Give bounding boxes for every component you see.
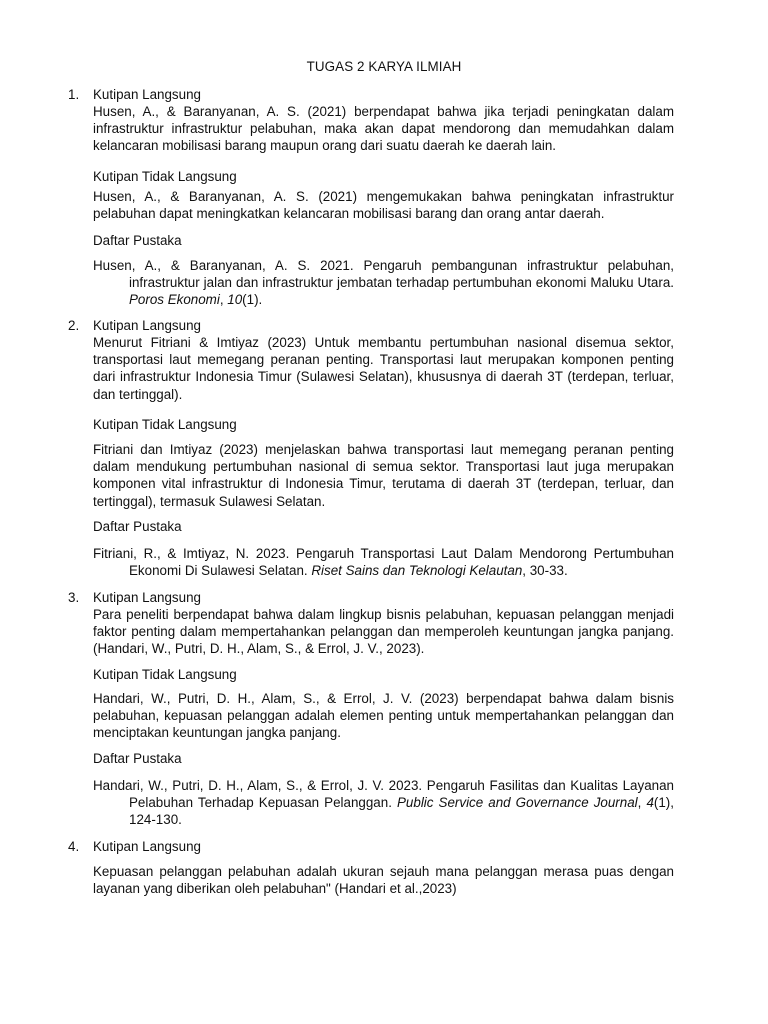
journal-name: Riset Sains dan Teknologi Kelautan [311,563,523,579]
bibliography-heading: Daftar Pustaka [93,519,182,534]
indirect-quote-heading: Kutipan Tidak Langsung [93,667,237,682]
section-number: 3. [68,590,80,605]
bibliography-heading: Daftar Pustaka [93,233,182,248]
section-number: 4. [68,839,80,854]
indirect-quote-heading: Kutipan Tidak Langsung [93,169,237,184]
bibliography-entry: Husen, A., & Baranyanan, A. S. 2021. Pengaruh pembangunan infrastruktur pelabuhan, infrastruktur jalan dan infrastruktur jembatan terhadap pertumbuhan ekonomi Maluku Utara. Poros Ekonomi, 10(1). [93,258,674,308]
journal-name: Poros Ekonomi [129,292,220,308]
journal-volume: 4 [646,795,654,811]
direct-quote-text: Menurut Fitriani & Imtiyaz (2023) Untuk membantu pertumbuhan nasional disemua sektor, transportasi laut memegang peranan penting. Transportasi laut merupakan komponen penting dari infrastruktur Indonesia Timur (Sulawesi Selatan), khususnya di daerah 3T (terdepan, terluar, dan tertinggal). [93,335,674,402]
section-number: 2. [68,318,80,333]
journal-volume: 10 [227,292,243,308]
bibliography-entry: Fitriani, R., & Imtiyaz, N. 2023. Pengaruh Transportasi Laut Dalam Mendorong Pertumbuhan Ekonomi Di Sulawesi Selatan. Riset Sains dan Teknologi Kelautan, 30-33. [93,546,674,579]
direct-quote-heading: Kutipan Langsung [93,87,201,102]
indirect-quote-text: Fitriani dan Imtiyaz (2023) menjelaskan bahwa transportasi laut memegang peranan penting dalam mendukung pertumbuhan nasional di semua sektor. Transportasi laut juga merupakan komponen vital infrastruktur di Indonesia Timur, terutama di daerah 3T (terdepan, terluar, dan tertinggal), termasuk Sulawesi Selatan. [93,442,674,509]
bibliography-entry: Handari, W., Putri, D. H., Alam, S., & Errol, J. V. 2023. Pengaruh Fasilitas dan Kualitas Layanan Pelabuhan Terhadap Kepuasan Pelanggan. Public Service and Governance Journal, 4(1), 124-130. [93,778,674,828]
indirect-quote-text: Handari, W., Putri, D. H., Alam, S., & Errol, J. V. (2023) berpendapat bahwa dalam bisnis pelabuhan, kepuasan pelanggan adalah elemen penting untuk mempertahankan pelanggan dan menciptakan keuntungan jangka panjang. [93,691,674,741]
direct-quote-heading: Kutipan Langsung [93,318,201,333]
direct-quote-heading: Kutipan Langsung [93,839,201,854]
direct-quote-text: Husen, A., & Baranyanan, A. S. (2021) berpendapat bahwa jika terjadi peningkatan dalam infrastruktur infrastruktur pelabuhan, maka akan dapat mendorong dan memudahkan dalam kelancaran mobilisasi barang maupun orang dari suatu daerah ke daerah lain. [93,104,674,154]
direct-quote-text: Kepuasan pelanggan pelabuhan adalah ukuran sejauh mana pelanggan merasa puas dengan layanan yang diberikan oleh pelabuhan" (Handari et al.,2023) [93,864,674,897]
direct-quote-text: Para peneliti berpendapat bahwa dalam lingkup bisnis pelabuhan, kepuasan pelanggan menjadi faktor penting dalam mempertahankan pelanggan dan memperoleh keuntungan jangka panjang. (Handari, W., Putri, D. H., Alam, S., & Errol, J. V., 2023). [93,607,674,657]
direct-quote-heading: Kutipan Langsung [93,590,201,605]
journal-name: Public Service and Governance Journal [397,795,638,811]
bibliography-heading: Daftar Pustaka [93,751,182,766]
document-title: TUGAS 2 KARYA ILMIAH [306,59,462,74]
section-number: 1. [68,87,80,102]
indirect-quote-text: Husen, A., & Baranyanan, A. S. (2021) mengemukakan bahwa peningkatan infrastruktur pelabuhan dapat meningkatkan kelancaran mobilisasi barang dan orang antar daerah. [93,189,674,222]
indirect-quote-heading: Kutipan Tidak Langsung [93,417,237,432]
